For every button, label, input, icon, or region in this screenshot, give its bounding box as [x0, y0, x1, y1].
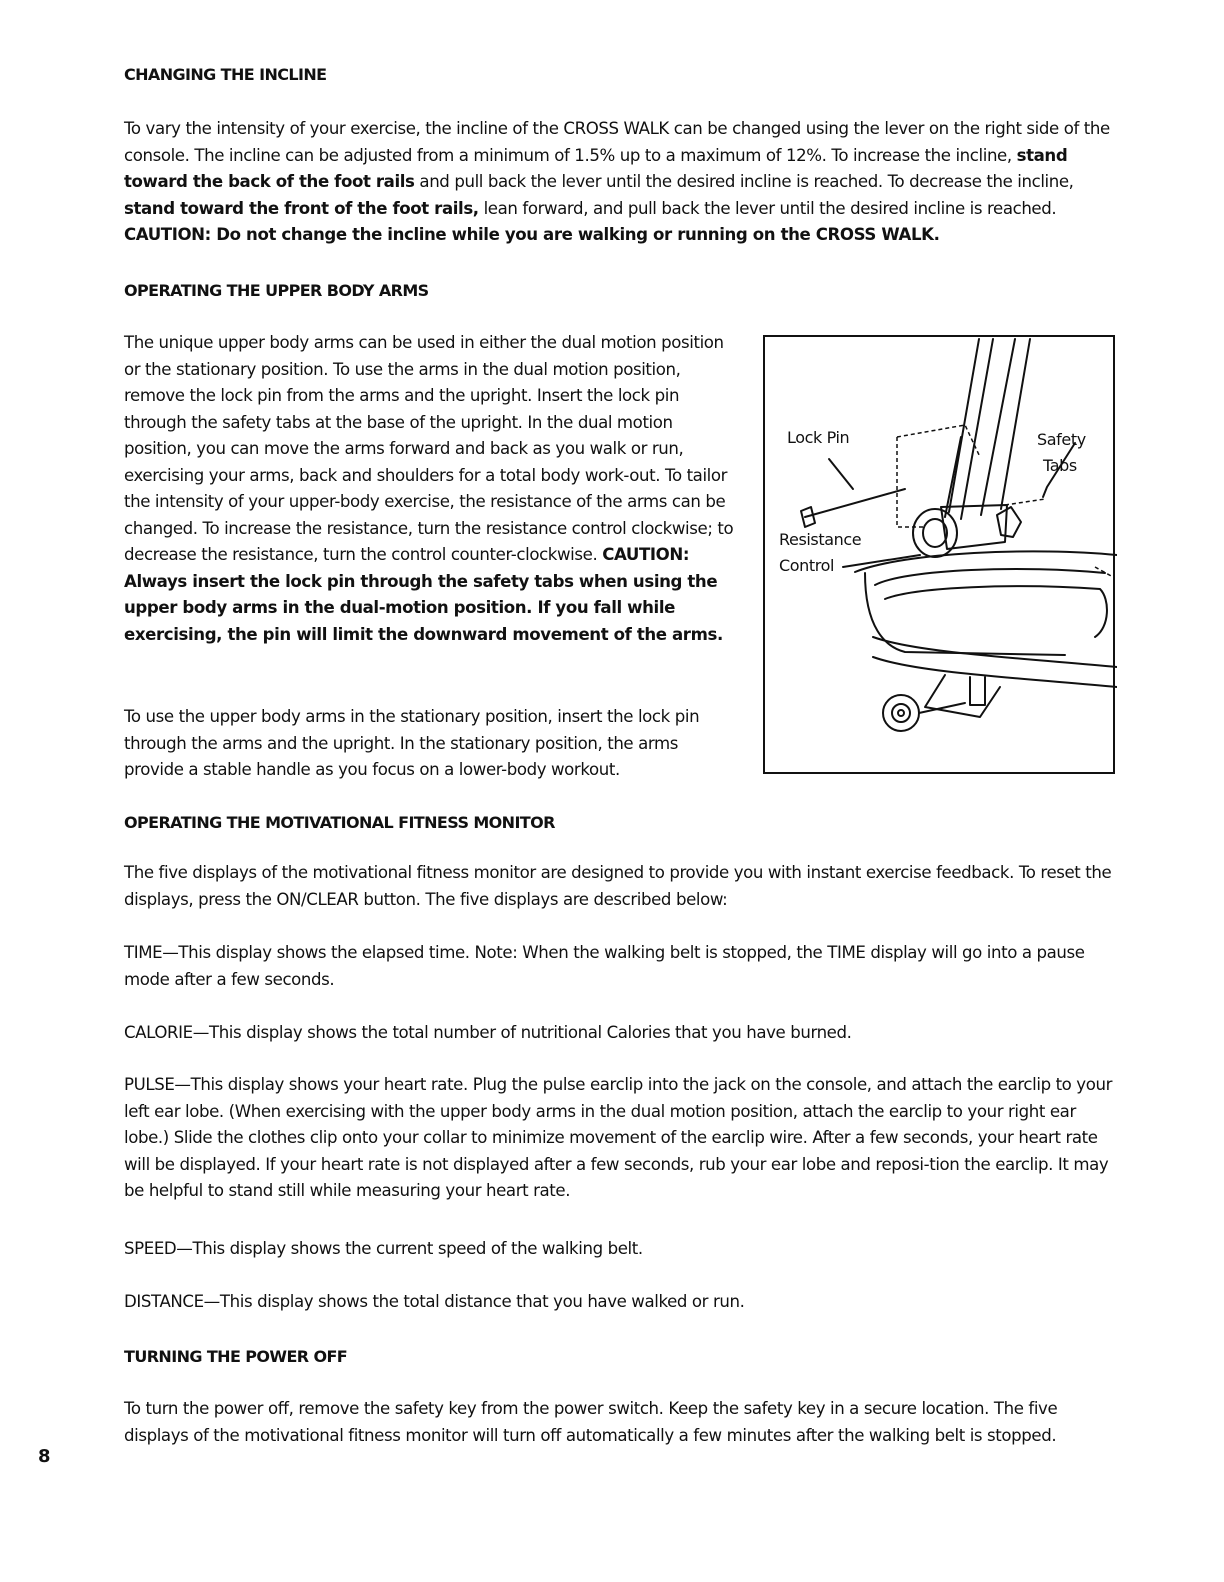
wheel — [883, 695, 919, 731]
incline-text-1: To vary the intensity of your exercise, the incline of the CROSS WALK can be changed using the lever on the right side of the console. The incline can be adjusted from a minimum of 1.5% up to a maximum of 12%. To increase the incline, — [124, 119, 1110, 165]
paragraph-time: TIME—This display shows the elapsed time. Note: When the walking belt is stopped, the TIME display will go into a pause mode after a few seconds. — [124, 943, 1085, 989]
arms-text: The unique upper body arms can be used in either the dual motion position or the stationary position. To use the arms in the dual motion position, remove the lock pin from the arms and the upright. Insert the lock pin through the safety tabs at the base of the upright. In the dual motion position, you can move the arms forward and back as you walk or run, exercising your arms, back and shoulders for a total body work-out. To tailor the intensity of your upper-body exercise, the resistance of the arms can be changed. To increase the resistance, turn the resistance control clockwise; to decrease the resistance, turn the control counter-clockwise. — [124, 333, 734, 564]
label-lock-pin: Lock Pin — [787, 428, 850, 447]
label-resistance: Resistance — [779, 530, 862, 549]
paragraph-power-off: To turn the power off, remove the safety key from the power switch. Keep the safety key in a secure location. The five displays of the motivational fitness monitor will turn off automatically a few minutes after the walking belt is stopped. — [124, 1399, 1058, 1445]
lock-pin-leader — [829, 459, 853, 489]
paragraph-speed: SPEED—This display shows the current speed of the walking belt. — [124, 1239, 643, 1258]
upright-left-edge — [949, 339, 979, 512]
incline-caution: CAUTION: Do not change the incline while you are walking or running on the CROSS WALK. — [124, 225, 940, 244]
safety-tabs-shape — [997, 507, 1021, 537]
incline-bold-2: stand toward the front of the foot rails, — [124, 198, 479, 218]
arms-caution: CAUTION: Always insert the lock pin through the safety tabs when using the upper body arms in the dual-motion position. If you fall while exercising, the pin will limit the downward movement of the arms. — [124, 545, 723, 644]
paragraph-monitor-intro: The five displays of the motivational fitness monitor are designed to provide you with instant exercise feedback. To reset the displays, press the ON/CLEAR button. The five displays are described below: — [124, 863, 1112, 909]
paragraph-calorie: CALORIE—This display shows the total number of nutritional Calories that you have burned. — [124, 1023, 852, 1042]
heading-fitness-monitor: OPERATING THE MOTIVATIONAL FITNESS MONITOR — [124, 813, 555, 832]
paragraph-incline — [124, 116, 1116, 249]
label-safety: Safety — [1037, 430, 1086, 449]
label-control: Control — [779, 556, 835, 575]
upper-body-arms-illustration — [763, 335, 1115, 774]
lock-pin — [805, 489, 905, 517]
paragraph-arms — [124, 330, 734, 648]
heading-changing-incline: CHANGING THE INCLINE — [124, 65, 327, 84]
rear-bracket — [925, 675, 1000, 717]
paragraph-distance: DISTANCE—This display shows the total distance that you have walked or run. — [124, 1292, 745, 1311]
resistance-control-leader — [843, 555, 920, 567]
upright-right-edge — [1001, 339, 1030, 509]
heading-upper-body-arms: OPERATING THE UPPER BODY ARMS — [124, 281, 429, 300]
incline-text-2: and pull back the lever until the desired incline is reached. To decrease the incline, — [419, 172, 1074, 191]
page-number: 8 — [38, 1446, 51, 1467]
arm-base — [941, 505, 1007, 549]
heading-power-off: TURNING THE POWER OFF — [124, 1347, 348, 1366]
paragraph-pulse: PULSE—This display shows your heart rate. Plug the pulse earclip into the jack on the console, and attach the earclip to your left ear lobe. (When exercising with the upper body arms in the dual motion position, attach the earclip to your right ear lobe.) Slide the clothes clip onto your collar to minimize movement of the earclip wire. After a few seconds, your heart rate will be displayed. If your heart rate is not displayed after a few seconds, rub your ear lobe and reposi-tion the earclip. It may be helpful to stand still while measuring your heart rate. — [124, 1075, 1113, 1200]
paragraph-arms-stationary: To use the upper body arms in the stationary position, insert the lock pin through the arms and the upright. In the stationary position, the arms provide a stable handle as you focus on a lower-body workout. — [124, 707, 700, 779]
label-tabs: Tabs — [1043, 456, 1077, 475]
incline-text-3: lean forward, and pull back the lever until the desired incline is reached. — [483, 198, 1057, 218]
resistance-knob — [913, 509, 957, 557]
incline-bold-1: stand toward the back of the foot rails — [124, 145, 1068, 191]
